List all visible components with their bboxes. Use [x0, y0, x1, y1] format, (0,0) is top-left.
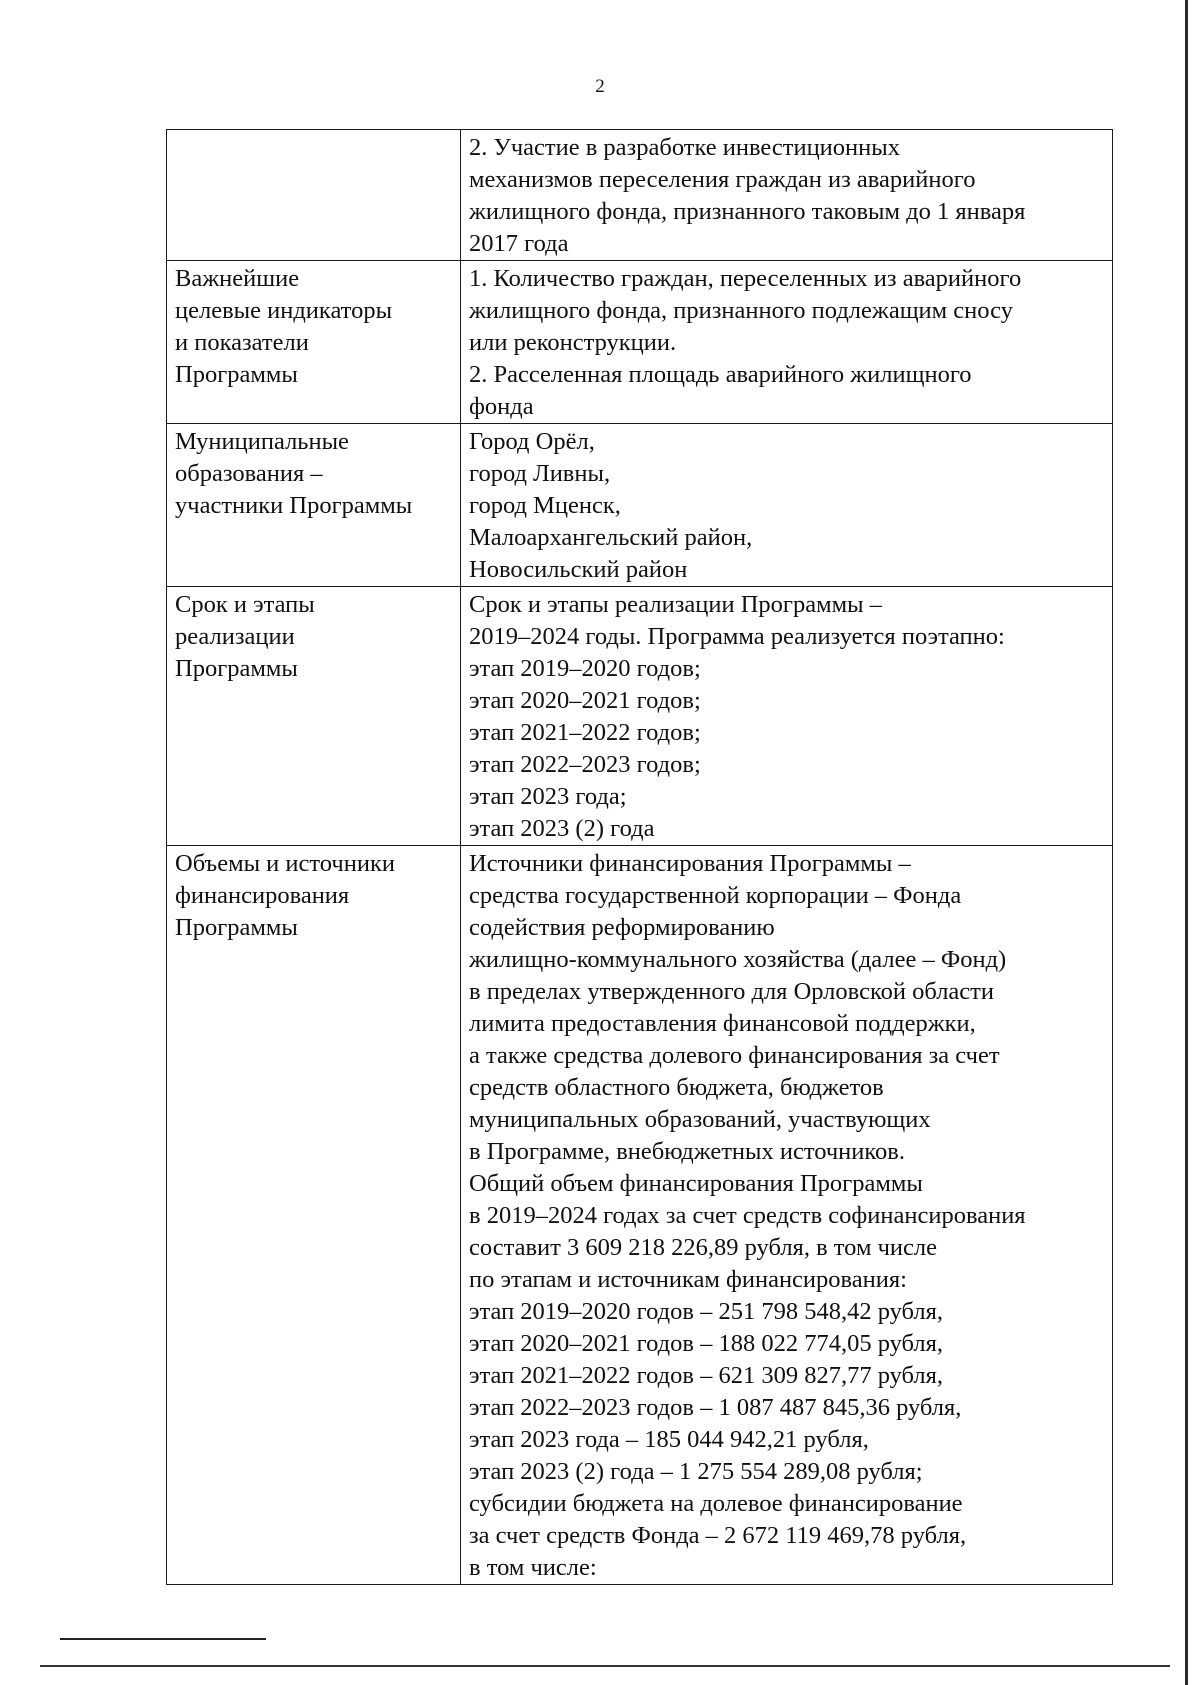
content-line: за счет средств Фонда – 2 672 119 469,78 рубля, — [469, 1522, 967, 1549]
label-line: Программы — [175, 361, 298, 388]
label-line: Муниципальные — [175, 428, 349, 455]
label-line: образования – — [175, 460, 323, 487]
table-row-funding — [167, 846, 1113, 1585]
bottom-divider — [40, 1665, 1170, 1667]
content-line: Срок и этапы реализации Программы – — [469, 591, 882, 618]
content-line: этап 2020–2021 годов – 188 022 774,05 рубля, — [469, 1330, 944, 1357]
row-content-cell — [461, 261, 1113, 424]
content-line: 2017 года — [469, 230, 569, 257]
content-line: в Программе, внебюджетных источников. — [469, 1138, 905, 1165]
content-line: жилищно-коммунального хозяйства (далее – Фонд) — [469, 946, 1007, 973]
row-content-cell — [461, 424, 1113, 587]
row-label-cell — [167, 587, 461, 846]
label-line: реализации — [175, 623, 295, 650]
content-line: субсидии бюджета на долевое финансирование — [469, 1490, 963, 1517]
row-label-cell — [167, 261, 461, 424]
content-line: этап 2019–2020 годов – 251 798 548,42 рубля, — [469, 1298, 944, 1325]
content-line: 2019–2024 годы. Программа реализуется поэтапно: — [469, 623, 1005, 650]
scan-edge-line — [1185, 0, 1188, 1685]
content-line: 2. Участие в разработке инвестиционных — [469, 134, 900, 161]
row-label-cell — [167, 846, 461, 1585]
label-line: Программы — [175, 655, 298, 682]
content-line: город Ливны, — [469, 460, 611, 487]
table-row-municipalities — [167, 424, 1113, 587]
page-number: 2 — [595, 76, 605, 97]
content-line: или реконструкции. — [469, 329, 677, 356]
content-line: фонда — [469, 393, 534, 420]
label-line: Объемы и источники — [175, 850, 395, 877]
label-line: целевые индикаторы — [175, 297, 393, 324]
content-line: муниципальных образований, участвующих — [469, 1106, 931, 1133]
row-content-cell — [461, 130, 1113, 261]
content-line: 1. Количество граждан, переселенных из аварийного — [469, 265, 1022, 292]
content-line: в пределах утвержденного для Орловской области — [469, 978, 995, 1005]
row-content-cell — [461, 587, 1113, 846]
label-line: Срок и этапы — [175, 591, 315, 618]
content-line: город Мценск, — [469, 492, 621, 519]
footnote-divider — [60, 1638, 266, 1640]
content-line: средства государственной корпорации – Фонда — [469, 882, 962, 909]
row-content-cell — [461, 846, 1113, 1585]
content-line: этап 2023 (2) года — [469, 815, 655, 842]
table-row-timeline — [167, 587, 1113, 846]
label-line: Программы — [175, 914, 298, 941]
content-line: этап 2023 (2) года – 1 275 554 289,08 рубля; — [469, 1458, 923, 1485]
label-line: и показатели — [175, 329, 309, 356]
content-line: этап 2021–2022 годов – 621 309 827,77 рубля, — [469, 1362, 944, 1389]
content-line: 2. Расселенная площадь аварийного жилищного — [469, 361, 972, 388]
content-line: механизмов переселения граждан из аварийного — [469, 166, 976, 193]
row-label-cell — [167, 424, 461, 587]
content-line: средств областного бюджета, бюджетов — [469, 1074, 884, 1101]
label-line: участники Программы — [175, 492, 413, 519]
content-line: а также средства долевого финансирования за счет — [469, 1042, 1000, 1069]
content-line: составит 3 609 218 226,89 рубля, в том числе — [469, 1234, 937, 1261]
content-line: Город Орёл, — [469, 428, 595, 455]
content-line: этап 2023 года – 185 044 942,21 рубля, — [469, 1426, 869, 1453]
content-line: Малоархангельский район, — [469, 524, 753, 551]
content-line: этап 2023 года; — [469, 783, 627, 810]
content-line: лимита предоставления финансовой поддержки, — [469, 1010, 976, 1037]
content-line: по этапам и источникам финансирования: — [469, 1266, 907, 1293]
row-label-cell — [167, 130, 461, 261]
table-row-indicators — [167, 261, 1113, 424]
content-line: жилищного фонда, признанного таковым до 1 января — [469, 198, 1026, 225]
content-line: жилищного фонда, признанного подлежащим сносу — [469, 297, 1013, 324]
content-line: в том числе: — [469, 1554, 597, 1581]
content-line: Общий объем финансирования Программы — [469, 1170, 923, 1197]
content-line: Источники финансирования Программы – — [469, 850, 911, 877]
content-line: этап 2019–2020 годов; — [469, 655, 701, 682]
label-line: Важнейшие — [175, 265, 300, 292]
label-line: финансирования — [175, 882, 350, 909]
passport-table — [166, 129, 1113, 1585]
content-line: этап 2020–2021 годов; — [469, 687, 701, 714]
table-row-investment-mechanisms — [167, 130, 1113, 261]
content-line: содействия реформированию — [469, 914, 775, 941]
content-line: этап 2022–2023 годов – 1 087 487 845,36 рубля, — [469, 1394, 962, 1421]
content-line: этап 2021–2022 годов; — [469, 719, 701, 746]
content-line: в 2019–2024 годах за счет средств софинансирования — [469, 1202, 1026, 1229]
content-line: Новосильский район — [469, 556, 688, 583]
content-line: этап 2022–2023 годов; — [469, 751, 701, 778]
